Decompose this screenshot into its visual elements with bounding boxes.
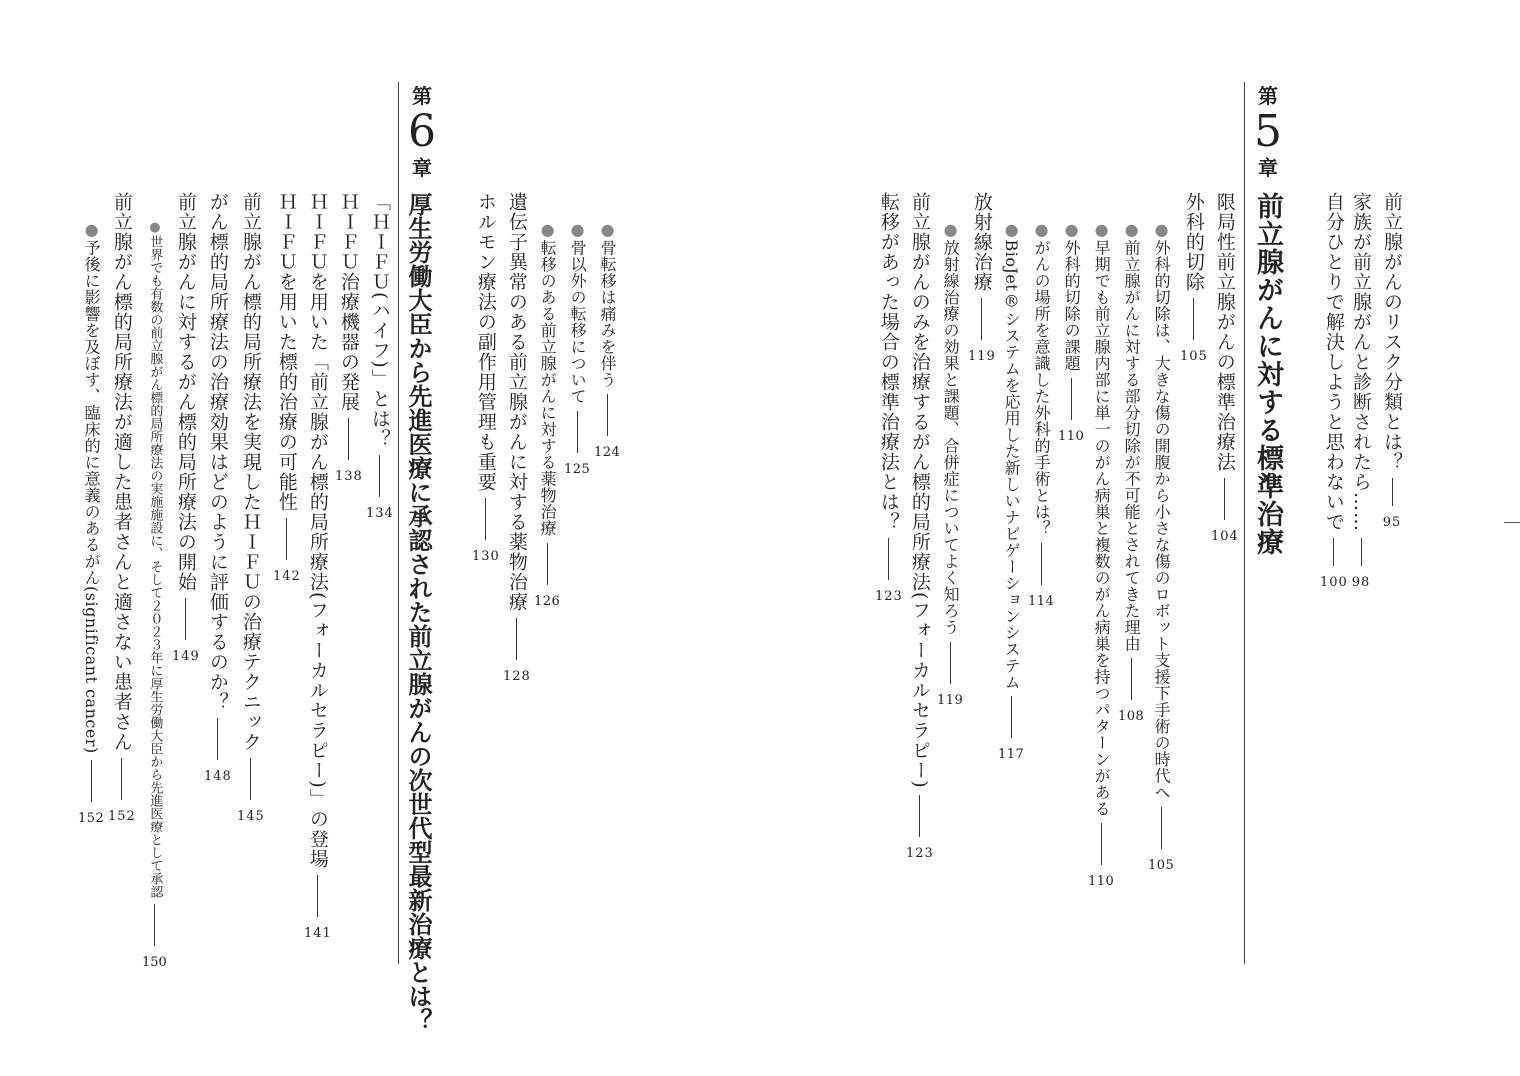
page-number: 145 xyxy=(237,809,265,824)
page-number: 110 xyxy=(1088,874,1115,889)
chapter-rule xyxy=(1244,82,1245,964)
entry-text: 前立腺がんのみを治療するがん標的局所療法(フォーカルセラピー) xyxy=(908,192,931,789)
leader-line xyxy=(185,598,186,640)
leader-line xyxy=(1333,538,1334,566)
chapter-label-bottom: 章 xyxy=(1258,156,1278,180)
entry-text: 早期でも前立腺内部に単一のがん病巣と複数のがん病巣を持つパターンがある xyxy=(1092,239,1112,817)
toc-entry[interactable] xyxy=(335,192,363,483)
entry-text: 前立腺がんのリスク分類とは？ xyxy=(1381,192,1403,472)
toc-entry[interactable] xyxy=(237,192,265,823)
leader-line xyxy=(607,394,608,436)
bullet-icon: ● xyxy=(538,220,558,240)
leader-line xyxy=(1131,658,1132,700)
entry-text: ＨＩＦＵを用いた標的治療の可能性 xyxy=(275,192,298,512)
page-number: 128 xyxy=(503,669,531,684)
page-number: 152 xyxy=(108,809,136,824)
leader-line xyxy=(1161,807,1162,849)
page-number: 100 xyxy=(1320,575,1348,590)
entry-text: 放射線治療 xyxy=(970,192,993,292)
chapter-label-bottom: 章 xyxy=(412,156,432,180)
chapter-label-top: 第 xyxy=(412,84,432,108)
entry-text: 前立腺がん標的局所療法を実現したＨＩＦＵの治療テクニック xyxy=(239,192,262,752)
leader-line xyxy=(1011,696,1012,738)
toc-entry[interactable] xyxy=(1320,192,1348,589)
leader-line xyxy=(121,758,122,800)
leader-line xyxy=(1041,543,1042,585)
entry-text: 前立腺がん標的局所療法が適した患者さんと適さない患者さん xyxy=(110,192,133,752)
leader-line xyxy=(217,718,218,760)
bullet-icon: ● xyxy=(1122,220,1142,240)
page-number: 123 xyxy=(906,845,934,861)
bullet-icon: ● xyxy=(1152,220,1172,240)
leader-line xyxy=(91,760,92,802)
page-number: 142 xyxy=(273,569,301,584)
toc-entry[interactable] xyxy=(304,192,332,940)
toc-entry[interactable] xyxy=(1180,192,1208,363)
toc-entry[interactable] xyxy=(366,192,394,520)
leader-line xyxy=(348,418,349,460)
toc-entry[interactable] xyxy=(472,192,500,563)
page-number: 148 xyxy=(204,769,232,784)
entry-text: 遺伝子異常のある前立腺がんに対する薬物治療 xyxy=(505,192,528,612)
entry-text: 転移があった場合の標準治療法とは？ xyxy=(877,192,900,532)
entry-text: 世界でも有数の前立腺がん標的局所療法の実施施設に、そして２０２３年に厚生労働大臣から先進医療として承認 xyxy=(147,235,163,898)
entry-text: 予後に影響を及ぼす、臨床的に意義のあるがん(significant cancer) xyxy=(82,239,102,754)
page-number: 114 xyxy=(1028,593,1055,609)
toc-entry[interactable] xyxy=(273,192,301,583)
page-number: 123 xyxy=(875,589,903,604)
page-number: 125 xyxy=(564,461,591,477)
toc-entry[interactable] xyxy=(906,192,934,860)
page-number: 108 xyxy=(1118,709,1145,724)
toc-entry[interactable] xyxy=(172,192,200,663)
bullet-icon: ● xyxy=(1062,220,1082,240)
toc-entry[interactable] xyxy=(875,192,903,603)
entry-text: 外科的切除の課題 xyxy=(1062,239,1082,372)
page-number: 98 xyxy=(1351,575,1371,590)
toc-subentry[interactable] xyxy=(998,220,1024,761)
toc-subentry[interactable] xyxy=(594,220,620,459)
bullet-icon: ● xyxy=(1002,220,1022,240)
entry-text: 限局性前立腺がんの標準治療法 xyxy=(1213,192,1236,472)
entry-text: 外科的切除は、大きな傷の開腹から小さな傷のロボット支援下手術の時代へ xyxy=(1152,239,1172,801)
entry-text: 家族が前立腺がんと診断されたら…… xyxy=(1350,192,1372,532)
toc-subentry[interactable] xyxy=(1118,220,1144,723)
leader-line xyxy=(547,543,548,585)
toc-subentry[interactable] xyxy=(1088,220,1114,888)
entry-text: 放射線治療の効果と課題、合併症についてよく知ろう xyxy=(941,239,961,636)
page-edge-mark xyxy=(1504,522,1520,523)
page-number: 117 xyxy=(998,747,1025,763)
toc-entry[interactable] xyxy=(503,192,531,683)
entry-text: 自分ひとりで解決しようと思わないで xyxy=(1322,192,1345,532)
toc-subentry[interactable] xyxy=(1148,220,1174,872)
page-number: 152 xyxy=(78,810,105,826)
leader-line xyxy=(154,904,155,946)
page-number: 104 xyxy=(1211,529,1239,544)
page-number: 150 xyxy=(142,955,167,970)
leader-line xyxy=(485,498,486,540)
chapter-number: 6 xyxy=(408,106,436,157)
bullet-icon: ● xyxy=(147,220,163,235)
toc-subentry[interactable] xyxy=(937,220,963,707)
entry-text: 「ＨＩＦＵ(ハイフ)」とは？ xyxy=(368,192,391,449)
toc-entry[interactable] xyxy=(1382,192,1401,529)
page-number: 95 xyxy=(1382,515,1402,530)
toc-entry[interactable] xyxy=(1211,192,1239,543)
chapter-label-top: 第 xyxy=(1258,84,1278,108)
entry-text: BioJet®システムを応用した新しいナビゲーションシステム xyxy=(1002,239,1022,691)
leader-line xyxy=(888,538,889,580)
page-number: 124 xyxy=(594,445,621,460)
bullet-icon: ● xyxy=(598,220,618,240)
toc-entry[interactable] xyxy=(968,192,996,363)
entry-text: がんの場所を意識した外科的手術とは？ xyxy=(1032,239,1052,537)
entry-text: ＨＩＦＵ治療機器の発展 xyxy=(337,192,360,412)
page-number: 119 xyxy=(937,692,964,708)
leader-line xyxy=(981,298,982,340)
toc-subentry[interactable] xyxy=(142,220,167,969)
chapter-number: 5 xyxy=(1254,106,1282,157)
chapter-rule xyxy=(398,82,399,964)
entry-text: がん標的局所療法の治療効果はどのように評価するのか？ xyxy=(206,192,229,712)
page-number: 134 xyxy=(366,505,394,521)
bullet-icon: ● xyxy=(941,220,961,240)
leader-line xyxy=(1392,478,1393,506)
toc-subentry[interactable] xyxy=(1058,220,1084,443)
page-number: 105 xyxy=(1148,857,1175,873)
entry-text: 骨以外の転移について xyxy=(568,239,588,405)
bullet-icon: ● xyxy=(82,220,102,240)
leader-line xyxy=(250,758,251,800)
page-number: 110 xyxy=(1058,428,1085,444)
toc-subentry[interactable] xyxy=(1028,220,1054,608)
chapter-title: 厚生労働大臣から先進医療に承認された前立腺がんの次世代型最新治療とは？ xyxy=(404,192,432,1032)
page-number: 105 xyxy=(1180,349,1208,364)
entry-text: 骨転移は痛みを伴う xyxy=(598,239,618,388)
toc-entry[interactable] xyxy=(1351,192,1370,589)
leader-line xyxy=(317,875,318,917)
entry-text: 転移のある前立腺がんに対する薬物治療 xyxy=(538,239,558,537)
entry-text: 前立腺がんに対する部分切除が不可能とされてきた理由 xyxy=(1122,239,1142,652)
toc-subentry[interactable] xyxy=(78,220,104,825)
bullet-icon: ● xyxy=(1032,220,1052,240)
leader-line xyxy=(919,795,920,837)
leader-line xyxy=(286,518,287,560)
leader-line xyxy=(516,618,517,660)
entry-text: ホルモン療法の副作用管理も重要 xyxy=(474,192,497,492)
bullet-icon: ● xyxy=(568,220,588,240)
page-number: 138 xyxy=(335,469,363,484)
page-number: 130 xyxy=(472,549,500,564)
toc-entry[interactable] xyxy=(108,192,136,823)
toc-entry[interactable] xyxy=(204,192,232,783)
page-number: 141 xyxy=(304,925,332,941)
leader-line xyxy=(1101,823,1102,865)
leader-line xyxy=(577,411,578,453)
page-number: 149 xyxy=(172,649,200,664)
bullet-icon: ● xyxy=(1092,220,1112,240)
toc-subentry[interactable] xyxy=(564,220,590,476)
leader-line xyxy=(1361,538,1362,566)
entry-text: 前立腺がんに対するがん標的局所療法の開始 xyxy=(174,192,197,592)
leader-line xyxy=(1071,378,1072,420)
leader-line xyxy=(1193,298,1194,340)
page-number: 119 xyxy=(968,349,996,364)
leader-line xyxy=(379,455,380,497)
entry-text: 外科的切除 xyxy=(1182,192,1205,292)
leader-line xyxy=(1224,478,1225,520)
toc-subentry[interactable] xyxy=(534,220,560,608)
chapter-title: 前立腺がんに対する標準治療 xyxy=(1252,192,1283,556)
page-number: 126 xyxy=(534,593,561,609)
entry-text: ＨＩＦＵを用いた「前立腺がん標的局所療法(フォーカルセラピー)」の登場 xyxy=(306,192,329,869)
leader-line xyxy=(950,642,951,684)
